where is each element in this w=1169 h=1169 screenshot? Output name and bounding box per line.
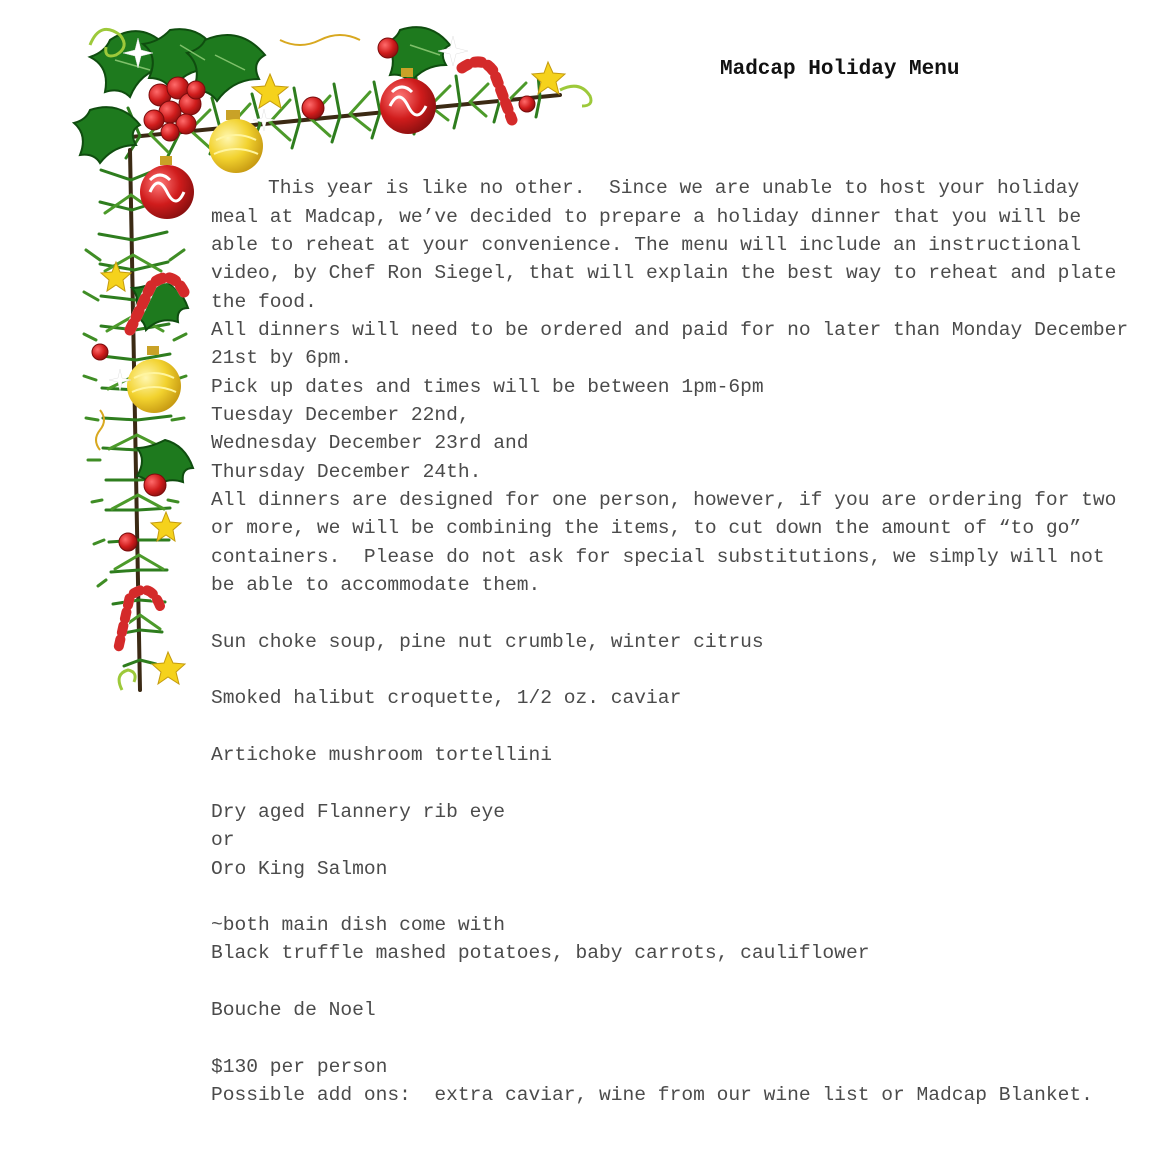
menu-course: Artichoke mushroom tortellini: [211, 744, 552, 766]
menu-dessert: Bouche de Noel: [211, 999, 376, 1021]
notes-line: be able to accommodate them.: [211, 574, 541, 596]
add-ons-line: Possible add ons: extra caviar, wine from our wine list or Madcap Blanket.: [211, 1084, 1093, 1106]
menu-sides-intro: ~both main dish come with: [211, 914, 505, 936]
menu-main-or: or: [211, 829, 235, 851]
price-line: $130 per person: [211, 1056, 388, 1078]
menu-title: Madcap Holiday Menu: [720, 58, 960, 81]
menu-main-option: Dry aged Flannery rib eye: [211, 801, 505, 823]
pickup-intro: Pick up dates and times will be between 1pm-6pm: [211, 376, 764, 398]
menu-sides: Black truffle mashed potatoes, baby carrots, cauliflower: [211, 942, 870, 964]
notes-line: or more, we will be combining the items, to cut down the amount of “to go”: [211, 517, 1082, 539]
menu-main-option: Oro King Salmon: [211, 858, 388, 880]
ornament-red: [140, 156, 194, 219]
notes-line: All dinners are designed for one person, however, if you are ordering for two: [211, 489, 1117, 511]
deadline-line: 21st by 6pm.: [211, 347, 353, 369]
intro-line: video, by Chef Ron Siegel, that will explain the best way to reheat and plate: [211, 262, 1117, 284]
pickup-day: Tuesday December 22nd,: [211, 404, 470, 426]
intro-line: the food.: [211, 291, 317, 313]
pickup-day: Wednesday December 23rd and: [211, 432, 529, 454]
star-icon: [152, 652, 185, 684]
intro-line: able to reheat at your convenience. The menu will include an instructional: [211, 234, 1082, 256]
deadline-line: All dinners will need to be ordered and paid for no later than Monday December: [211, 319, 1129, 341]
menu-course: Smoked halibut croquette, 1/2 oz. caviar: [211, 687, 682, 709]
intro-line: meal at Madcap, we’ve decided to prepare a holiday dinner that you will be: [211, 206, 1082, 228]
menu-course: Sun choke soup, pine nut crumble, winter citrus: [211, 631, 764, 653]
pickup-day: Thursday December 24th.: [211, 461, 482, 483]
notes-line: containers. Please do not ask for special substitutions, we simply will not: [211, 546, 1105, 568]
intro-line: This year is like no other. Since we are unable to host your holiday: [268, 177, 1080, 199]
candy-cane: [462, 62, 512, 120]
star-icon: [151, 512, 181, 541]
